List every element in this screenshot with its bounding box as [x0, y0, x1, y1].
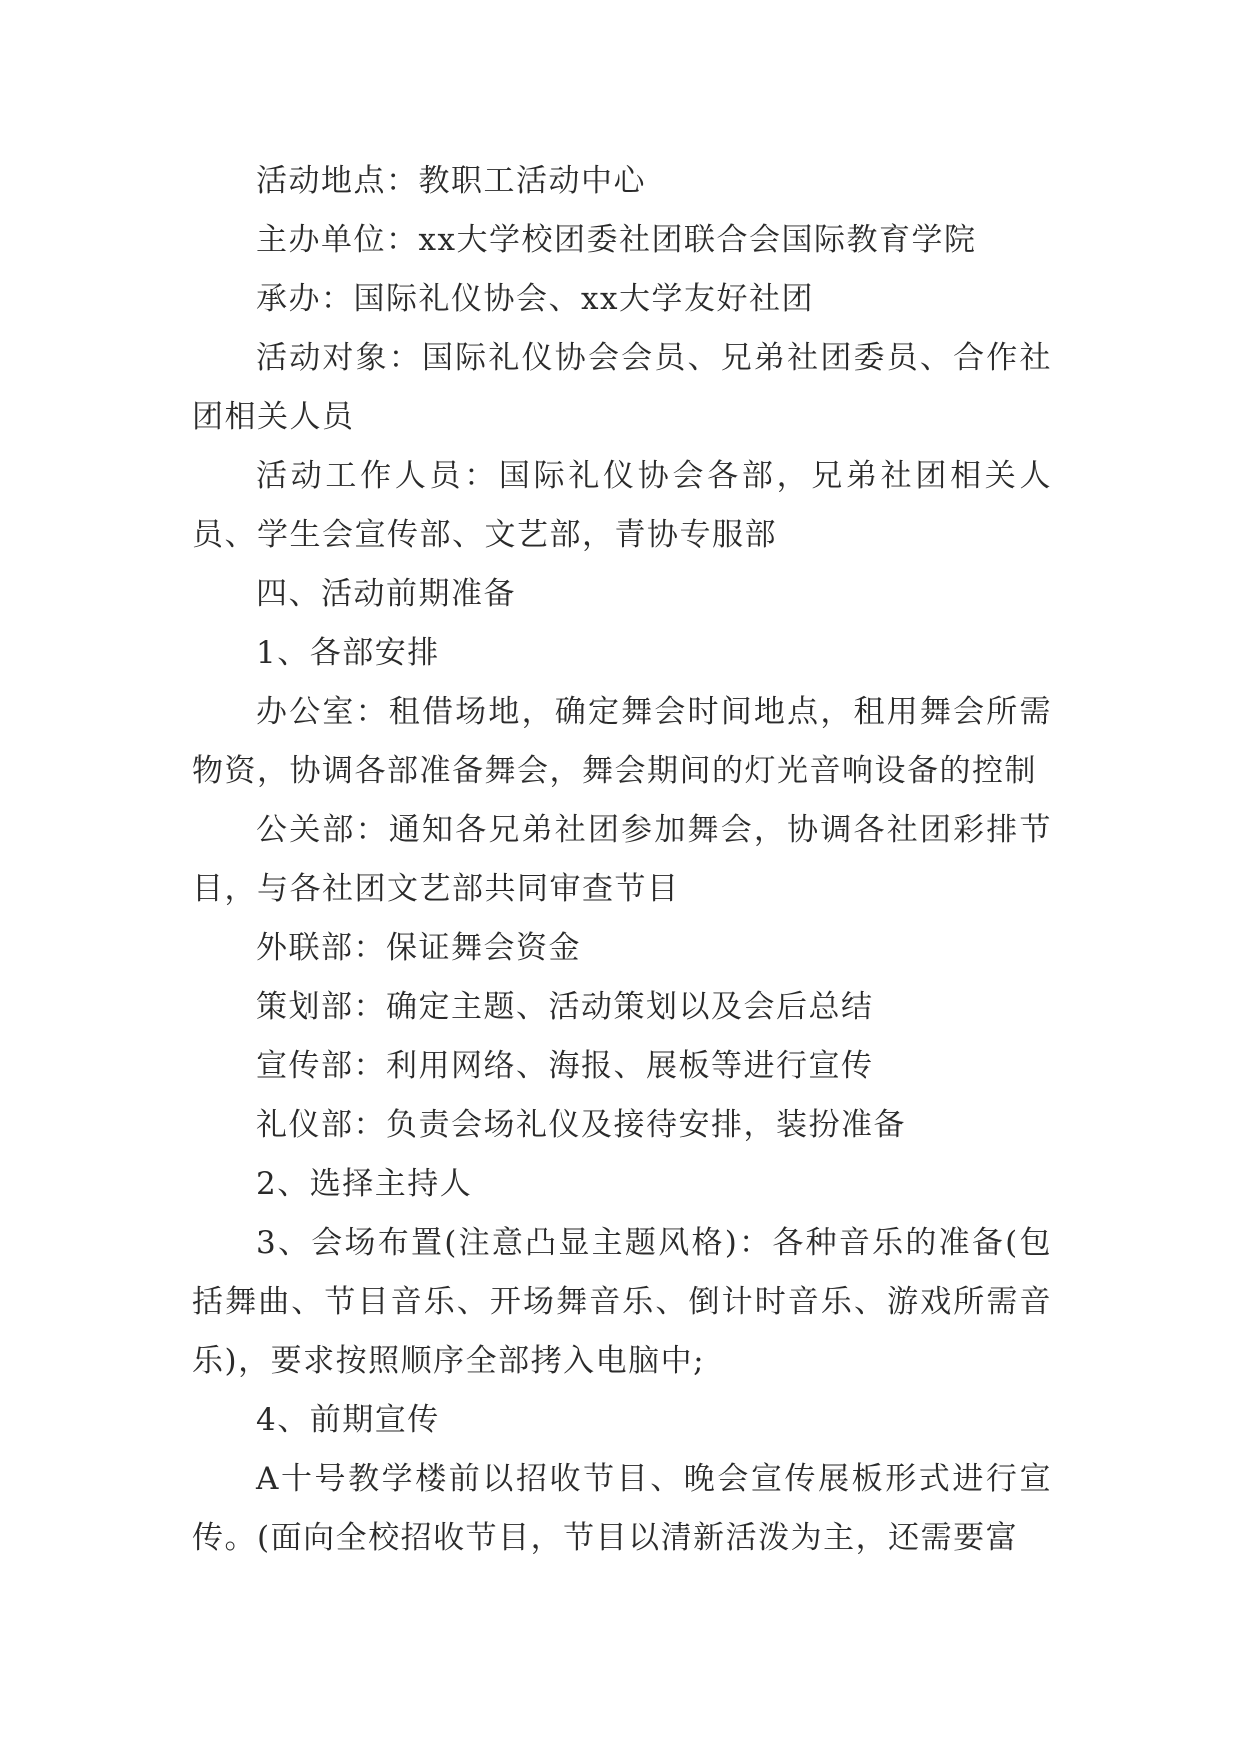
- section-heading-preparation: 四、活动前期准备: [256, 576, 516, 612]
- subheading-host-selection: 2、选择主持人: [256, 1166, 473, 1202]
- paragraph-co-organizer: 承办：国际礼仪协会、xx大学友好社团: [256, 281, 814, 317]
- document-body: [192, 152, 1052, 1568]
- subheading-department-arrangement: 1、各部安排: [256, 635, 440, 671]
- subheading-early-publicity: 4、前期宣传: [256, 1402, 440, 1438]
- paragraph-organizer: 主办单位：xx大学校团委社团联合会国际教育学院: [256, 222, 977, 258]
- paragraph-office: 办公室：租借场地，确定舞会时间地点，租用舞会所需物资，协调各部准备舞会，舞会期间的灯光音响设备的控制: [192, 694, 1052, 789]
- paragraph-staff: 活动工作人员：国际礼仪协会各部，兄弟社团相关人员、学生会宣传部、文艺部，青协专服部: [192, 458, 1052, 553]
- paragraph-publicity-detail: A十号教学楼前以招收节目、晚会宣传展板形式进行宣传。(面向全校招收节目，节目以清新活泼为主，还需要富: [192, 1461, 1052, 1556]
- paragraph-venue-setup: 3、会场布置(注意凸显主题风格)：各种音乐的准备(包括舞曲、节目音乐、开场舞音乐、倒计时音乐、游戏所需音乐)，要求按照顺序全部拷入电脑中;: [192, 1225, 1052, 1379]
- paragraph-public-relations: 公关部：通知各兄弟社团参加舞会，协调各社团彩排节目，与各社团文艺部共同审查节目: [192, 812, 1052, 907]
- paragraph-publicity: 宣传部：利用网络、海报、展板等进行宣传: [256, 1048, 874, 1084]
- paragraph-external-relations: 外联部：保证舞会资金: [256, 930, 581, 966]
- paragraph-etiquette: 礼仪部：负责会场礼仪及接待安排，装扮准备: [256, 1107, 906, 1143]
- paragraph-participants: 活动对象：国际礼仪协会会员、兄弟社团委员、合作社团相关人员: [192, 340, 1052, 435]
- paragraph-planning: 策划部：确定主题、活动策划以及会后总结: [256, 989, 874, 1025]
- paragraph-location: 活动地点：教职工活动中心: [256, 163, 646, 199]
